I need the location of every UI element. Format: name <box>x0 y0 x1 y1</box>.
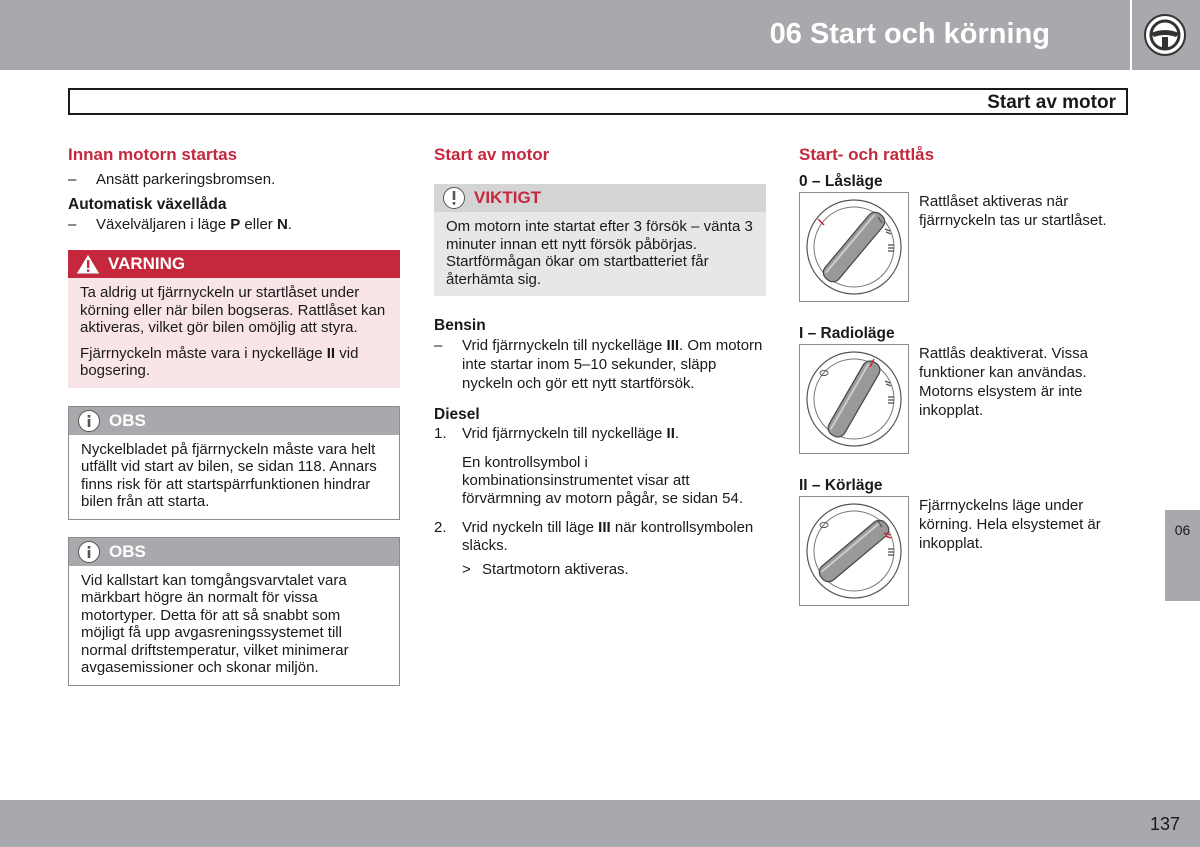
number-marker: 1. <box>434 425 447 442</box>
position-row-0 <box>799 192 1129 302</box>
list-item <box>434 425 766 444</box>
position-text-1: Rattlås deaktiverat. Vissa funktioner kan användas. Motorns elsystem är inte inkopplat. <box>919 345 1088 419</box>
column-1 <box>68 144 400 686</box>
ignition-dial-lock-image <box>799 192 909 302</box>
diesel-note: En kontrollsymbol i kombinationsinstrumentet visar att förvärmning av motorn pågår, se sidan 54. <box>462 453 743 507</box>
warning-text-1: Ta aldrig ut fjärrnyckeln ur startlåset under körning eller när bilen bogseras. Rattlåset kan aktiveras, vilket gör bilen omöjlig att styra. <box>80 284 386 336</box>
list-item <box>434 336 766 393</box>
obs-body: Nyckelbladet på fjärrnyckeln måste vara helt utfällt vid start av bilen, se sidan 118. Annars finns risk för att startspärrfunktionen hindrar bilen från att starta. <box>81 440 377 510</box>
column-3 <box>799 144 1129 606</box>
item-text: Vrid fjärrnyckeln till nyckelläge II. <box>462 425 680 442</box>
dash-marker: – <box>68 216 77 233</box>
warning-body <box>68 278 400 388</box>
heading-automatisk: Automatisk växellåda <box>68 196 227 213</box>
ignition-dial-drive-image <box>799 496 909 606</box>
obs-body: Vid kallstart kan tomgångsvarvtalet vara märkbart högre än normalt för vissa motortyper. Detta för att så snabbt som möjligt få upp avgasreningssystemet till normal driftstemperatur, vilket minimerar avgasemissioner och skonar miljön. <box>81 571 349 676</box>
viktigt-body: Om motorn inte startat efter 3 försök – vänta 3 minuter innan ett nytt försök påbörjas. Startförmågan ökar om startbatteriet får återhämta sig. <box>434 212 766 296</box>
section-title: Start av motor <box>987 92 1116 113</box>
viktigt-header <box>434 184 766 212</box>
heading-diesel: Diesel <box>434 406 480 423</box>
result-marker: > <box>462 560 471 578</box>
chapter-side-tab <box>1165 510 1200 601</box>
list-item <box>68 170 400 189</box>
obs-title: OBS <box>109 410 146 430</box>
obs-box-2 <box>68 537 400 686</box>
obs-box-1 <box>68 406 400 520</box>
obs-header <box>69 407 399 435</box>
dash-marker: – <box>68 171 77 188</box>
page-number: 137 <box>1149 814 1180 834</box>
info-icon <box>69 538 109 566</box>
obs-header <box>69 538 399 566</box>
item-text: Vrid fjärrnyckeln till nyckelläge III. Om motorn inte startar inom 5–10 sekunder, släpp nyckeln och gör ett nytt startförsök. <box>462 337 763 392</box>
header-bar <box>0 0 1130 70</box>
warning-header <box>68 250 400 278</box>
header-icon-box <box>1132 0 1200 70</box>
position-row-1 <box>799 344 1129 454</box>
ignition-dial-radio-image <box>799 344 909 454</box>
result-text: Startmotorn aktiveras. <box>482 560 629 578</box>
list-item <box>434 519 766 556</box>
info-icon <box>69 407 109 435</box>
obs-title: OBS <box>109 541 146 561</box>
dash-marker: – <box>434 337 443 354</box>
position-text-2: Fjärrnyckelns läge under körning. Hela elsystemet är inkopplat. <box>919 497 1101 552</box>
footer-bar <box>0 800 1200 847</box>
exclamation-icon <box>434 184 474 212</box>
warning-text-2: Fjärrnyckeln måste vara i nyckelläge II vid bogsering. <box>80 344 359 379</box>
item-text: Ansätt parkeringsbromsen. <box>96 171 276 188</box>
side-tab-label: 06 <box>1174 522 1191 538</box>
warning-box <box>68 250 400 388</box>
warning-title: VARNING <box>108 254 186 273</box>
heading-start-av-motor: Start av motor <box>434 145 550 164</box>
position-text-0: Rattlåset aktiveras när fjärrnyckeln tas ur startlåset. <box>919 193 1107 229</box>
chapter-title: 06 Start och körning <box>769 18 1050 50</box>
number-marker: 2. <box>434 518 447 536</box>
position-row-2 <box>799 496 1129 606</box>
section-title-box <box>68 88 1128 115</box>
viktigt-box <box>434 184 766 296</box>
list-item <box>68 215 400 234</box>
position-label-1: I – Radioläge <box>799 325 895 342</box>
heading-start-och-rattlas: Start- och rattlås <box>799 145 935 164</box>
warning-triangle-icon <box>68 250 108 278</box>
heading-innan-motorn: Innan motorn startas <box>68 145 238 164</box>
column-2 <box>434 144 766 579</box>
heading-bensin: Bensin <box>434 317 486 334</box>
position-label-2: II – Körläge <box>799 477 883 494</box>
item-text: Vrid nyckeln till läge III när kontrollsymbolen släcks. <box>462 518 754 554</box>
steering-wheel-icon <box>1132 0 1200 70</box>
viktigt-title: VIKTIGT <box>474 188 542 207</box>
item-text: Växelväljaren i läge P eller N. <box>96 216 292 233</box>
diesel-result <box>462 561 766 579</box>
position-label-0: 0 – Låsläge <box>799 173 883 190</box>
